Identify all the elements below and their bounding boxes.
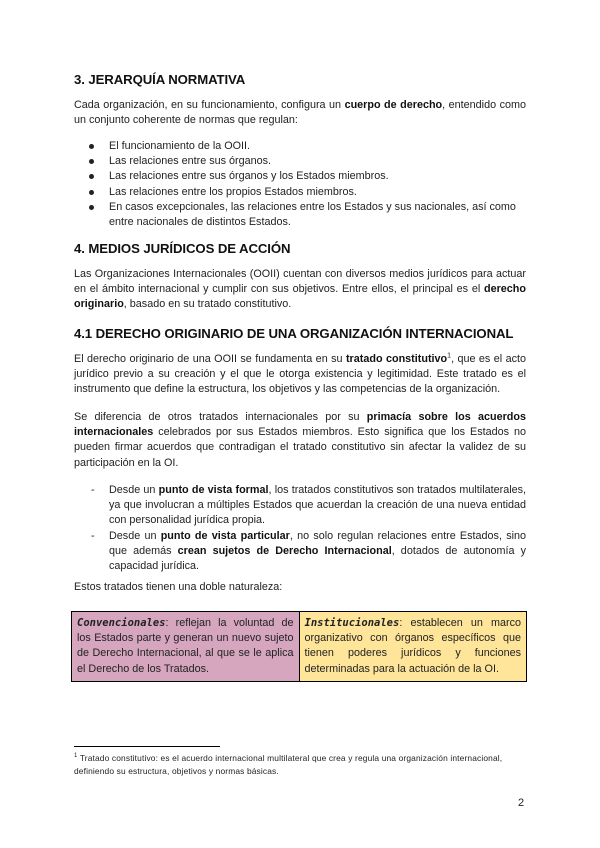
section-heading-4-1: 4.1 DERECHO ORIGINARIO DE UNA ORGANIZACIÓN INTERNACIONAL bbox=[74, 326, 514, 341]
footnote-mark: 1 bbox=[74, 753, 78, 760]
list-item: El funcionamiento de la OOII. bbox=[74, 139, 529, 154]
list-item: Las relaciones entre sus órganos y los Estados miembros. bbox=[74, 169, 529, 184]
list-item: - Desde un punto de vista particular, no solo regulan relaciones entre Estados, sino que además crean sujetos de Derecho Internacional, dotados de autonomía y capacidad jurídica. bbox=[91, 529, 526, 573]
bold-tratado-constitutivo: tratado constitutivo bbox=[345, 353, 448, 365]
footnote-separator bbox=[74, 746, 220, 747]
list-item: En casos excepcionales, las relaciones entre los Estados y sus nacionales, así como entre nacionales de distintos Estados. bbox=[74, 200, 529, 230]
footnote-reference[interactable]: 1 bbox=[447, 352, 452, 360]
institutional-label: Institucionales bbox=[304, 617, 400, 629]
footnote: $^1$ Tratado constitutivo: es el acuerdo internacional multilateral que crea y regula una organización internacional, definiendo su estructura, objetivos y normas básicas. bbox=[74, 753, 503, 776]
bold-primacia: primacía sobre los acuerdos internacionales bbox=[74, 411, 526, 439]
bullet-icon bbox=[89, 174, 94, 179]
bold-cuerpo-de-derecho: cuerpo de derecho bbox=[344, 99, 443, 111]
section3-bullet-list bbox=[74, 139, 526, 230]
list-item: Las relaciones entre sus órganos. bbox=[74, 154, 529, 169]
section3-intro: Cada organización, en su funcionamiento, configura un cuerpo de derecho, entendido como un conjunto coherente de normas que regulan: bbox=[74, 99, 526, 127]
list-item: Las relaciones entre los propios Estados miembros. bbox=[74, 185, 529, 200]
double-nature-table bbox=[71, 611, 527, 682]
bullet-icon bbox=[89, 159, 94, 164]
bullet-icon bbox=[89, 205, 94, 210]
bold-derecho-originario: derecho originario bbox=[74, 283, 526, 311]
list-item: - Desde un punto de vista formal, los tratados constitutivos son tratados multilaterales, ya que involucran a múltiples Estados que acuerdan la creación de una nueva entidad con personalidad jurídica propia. bbox=[91, 484, 527, 527]
conventional-cell: Convencionales: reflejan la voluntad de los Estados parte y generan un nuevo sujeto de Derecho Internacional, al que se le aplica el Derecho de los Tratados. bbox=[72, 612, 300, 682]
conventional-label: Convencionales bbox=[77, 617, 166, 629]
section41-dash-list bbox=[74, 483, 526, 574]
dash-bullet-icon: - bbox=[91, 529, 95, 542]
nature-intro: Estos tratados tienen una doble naturaleza: bbox=[74, 581, 283, 593]
section4-paragraph: Las Organizaciones Internacionales (OOII) cuentan con diversos medios jurídicos para actuar en el ámbito internacional y cumplir con sus objetivos. Entre ellos, el principal es el derecho originario, basado en su tratado constitutivo. bbox=[74, 268, 526, 311]
bullet-icon bbox=[89, 144, 94, 149]
dash-bullet-icon: - bbox=[91, 484, 95, 496]
section41-paragraph-2: Se diferencia de otros tratados internacionales por su primacía sobre los acuerdos internacionales celebrados por sus Estados miembros. Esto significa que los Estados no pueden firmar acuerdos que contradigan el tratado constitutivo sin afectar la validez de su participación en la OI. bbox=[74, 411, 526, 469]
bullet-icon bbox=[89, 190, 94, 195]
section-heading-3: 3. JERARQUÍA NORMATIVA bbox=[74, 72, 246, 87]
page-number: 2 bbox=[518, 797, 525, 809]
institutional-cell: Institucionales: establecen un marco organizativo con órganos específicos que tienen poderes jurídicos y funciones determinadas para la actuación de la OI. bbox=[299, 612, 527, 682]
section41-paragraph-1: El derecho originario de una OOII se fundamenta en su tratado constitutivo$^1$, que es el acto jurídico previo a su creación y el que le otorga existencia y legitimidad. Este tratado es el instrumento que define la estructura, los objetivos y las competencias de la organización. bbox=[74, 352, 526, 396]
section-heading-4: 4. MEDIOS JURÍDICOS DE ACCIÓN bbox=[74, 241, 291, 256]
